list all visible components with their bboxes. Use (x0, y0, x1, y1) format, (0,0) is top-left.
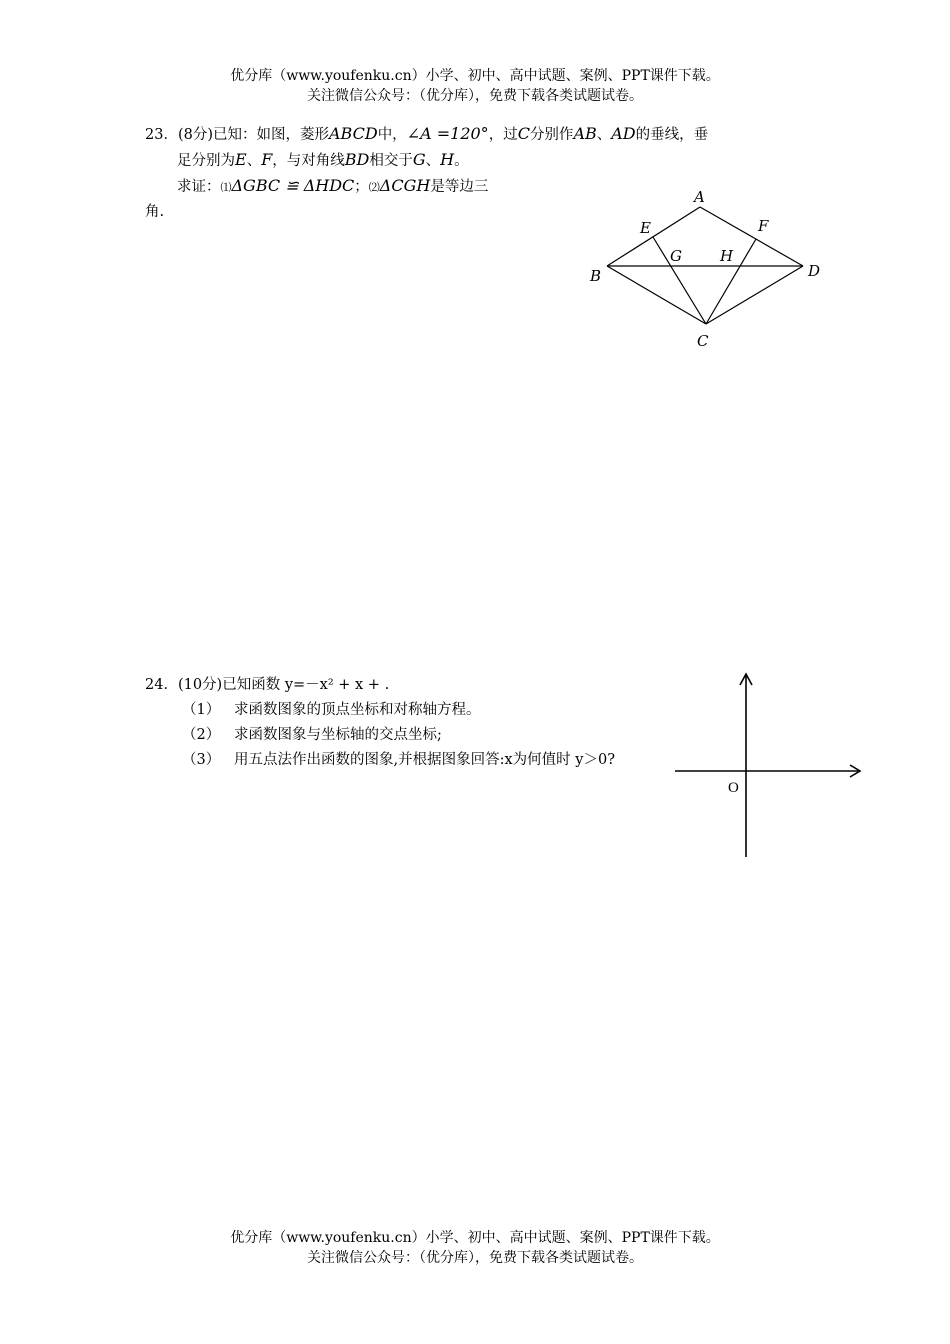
label-e: E (640, 219, 651, 237)
q23-text: 足分别为 (177, 153, 235, 169)
math-g: G (412, 150, 426, 169)
label-g: G (670, 247, 682, 265)
page-header (0, 66, 950, 106)
label-a: A (694, 188, 705, 206)
math-c: C (517, 124, 530, 143)
label-c: C (697, 332, 709, 350)
label-f: F (758, 217, 769, 235)
q24-item-number: （2） (182, 727, 221, 743)
q24-item-2 (182, 722, 442, 748)
label-d: D (808, 262, 821, 280)
q23-text: ； (354, 179, 369, 195)
label-b: B (590, 267, 602, 285)
q23-text: 已知：如图，菱形 (213, 127, 329, 143)
q23-text: 的垂线，垂 (635, 127, 709, 143)
q23-text: 。 (454, 153, 469, 169)
q23-line-4 (145, 199, 164, 225)
q23-line-1 (145, 121, 708, 148)
page-footer (0, 1228, 950, 1268)
q24-item-1 (182, 697, 481, 723)
footer-line-2: 关注微信公众号：（优分库），免费下载各类试题试卷。 (307, 1250, 643, 1266)
q23-line-2 (177, 147, 469, 174)
q23-number: 23． (145, 127, 178, 143)
side-ab (607, 207, 700, 266)
q23-text: 、 (425, 153, 441, 169)
q23-part-2: ⑵ (368, 181, 380, 194)
math-ab: AB (573, 124, 597, 143)
q24-stem: 24．(10分)已知函数 y=－x² + x + . (145, 677, 390, 693)
q24-item-3 (182, 747, 615, 773)
math-ad: AD (611, 124, 636, 143)
side-ad (700, 207, 803, 266)
rhombus-figure (580, 180, 840, 355)
q23-part-1: ⑴ (220, 181, 232, 194)
q23-prove-label: 求证： (177, 179, 221, 195)
q23-text: 相交于 (369, 153, 413, 169)
side-bc (607, 266, 706, 324)
math-congruence: ΔGBC ≌ ΔHDC (231, 176, 355, 195)
math-e: E (235, 150, 247, 169)
label-h: H (720, 247, 734, 265)
q23-text: 、 (596, 127, 612, 143)
coordinate-axes (670, 665, 870, 865)
q23-text: 中， (377, 127, 407, 143)
q24-item-number: （1） (182, 702, 221, 718)
math-triangle-cgh: ΔCGH (379, 176, 431, 195)
origin-label: O (728, 780, 739, 796)
math-f: F (261, 150, 273, 169)
q24-item-text: 求函数图象与坐标轴的交点坐标; (234, 727, 442, 743)
q23-score: (8分) (177, 127, 213, 143)
q23-text: ，与对角线 (272, 153, 345, 169)
q24-item-text: 用五点法作出函数的图象,并根据图象回答:x为何值时 y＞0? (234, 752, 615, 768)
q23-text: 是等边三 (430, 179, 489, 195)
math-abcd: ABCD (329, 124, 378, 143)
side-dc (706, 266, 803, 324)
header-line-2: 关注微信公众号：（优分库），免费下载各类试题试卷。 (307, 88, 643, 104)
math-angle-a: ∠A =120° (406, 124, 489, 143)
q24-item-number: （3） (182, 752, 221, 768)
header-line-1: 优分库（www.youfenku.cn）小学、初中、高中试题、案例、PPT课件下载。 (230, 68, 720, 84)
math-bd: BD (344, 150, 370, 169)
q23-text: 角. (145, 204, 165, 220)
q23-text: 分别作 (529, 127, 574, 143)
q23-text: ，过 (488, 127, 518, 143)
q24-item-text: 求函数图象的顶点坐标和对称轴方程。 (234, 702, 481, 718)
math-h: H (440, 150, 455, 169)
q23-text: 、 (246, 153, 262, 169)
q23-line-3 (177, 173, 488, 201)
footer-line-1: 优分库（www.youfenku.cn）小学、初中、高中试题、案例、PPT课件下载。 (230, 1230, 720, 1246)
q24-line-0 (145, 672, 389, 698)
